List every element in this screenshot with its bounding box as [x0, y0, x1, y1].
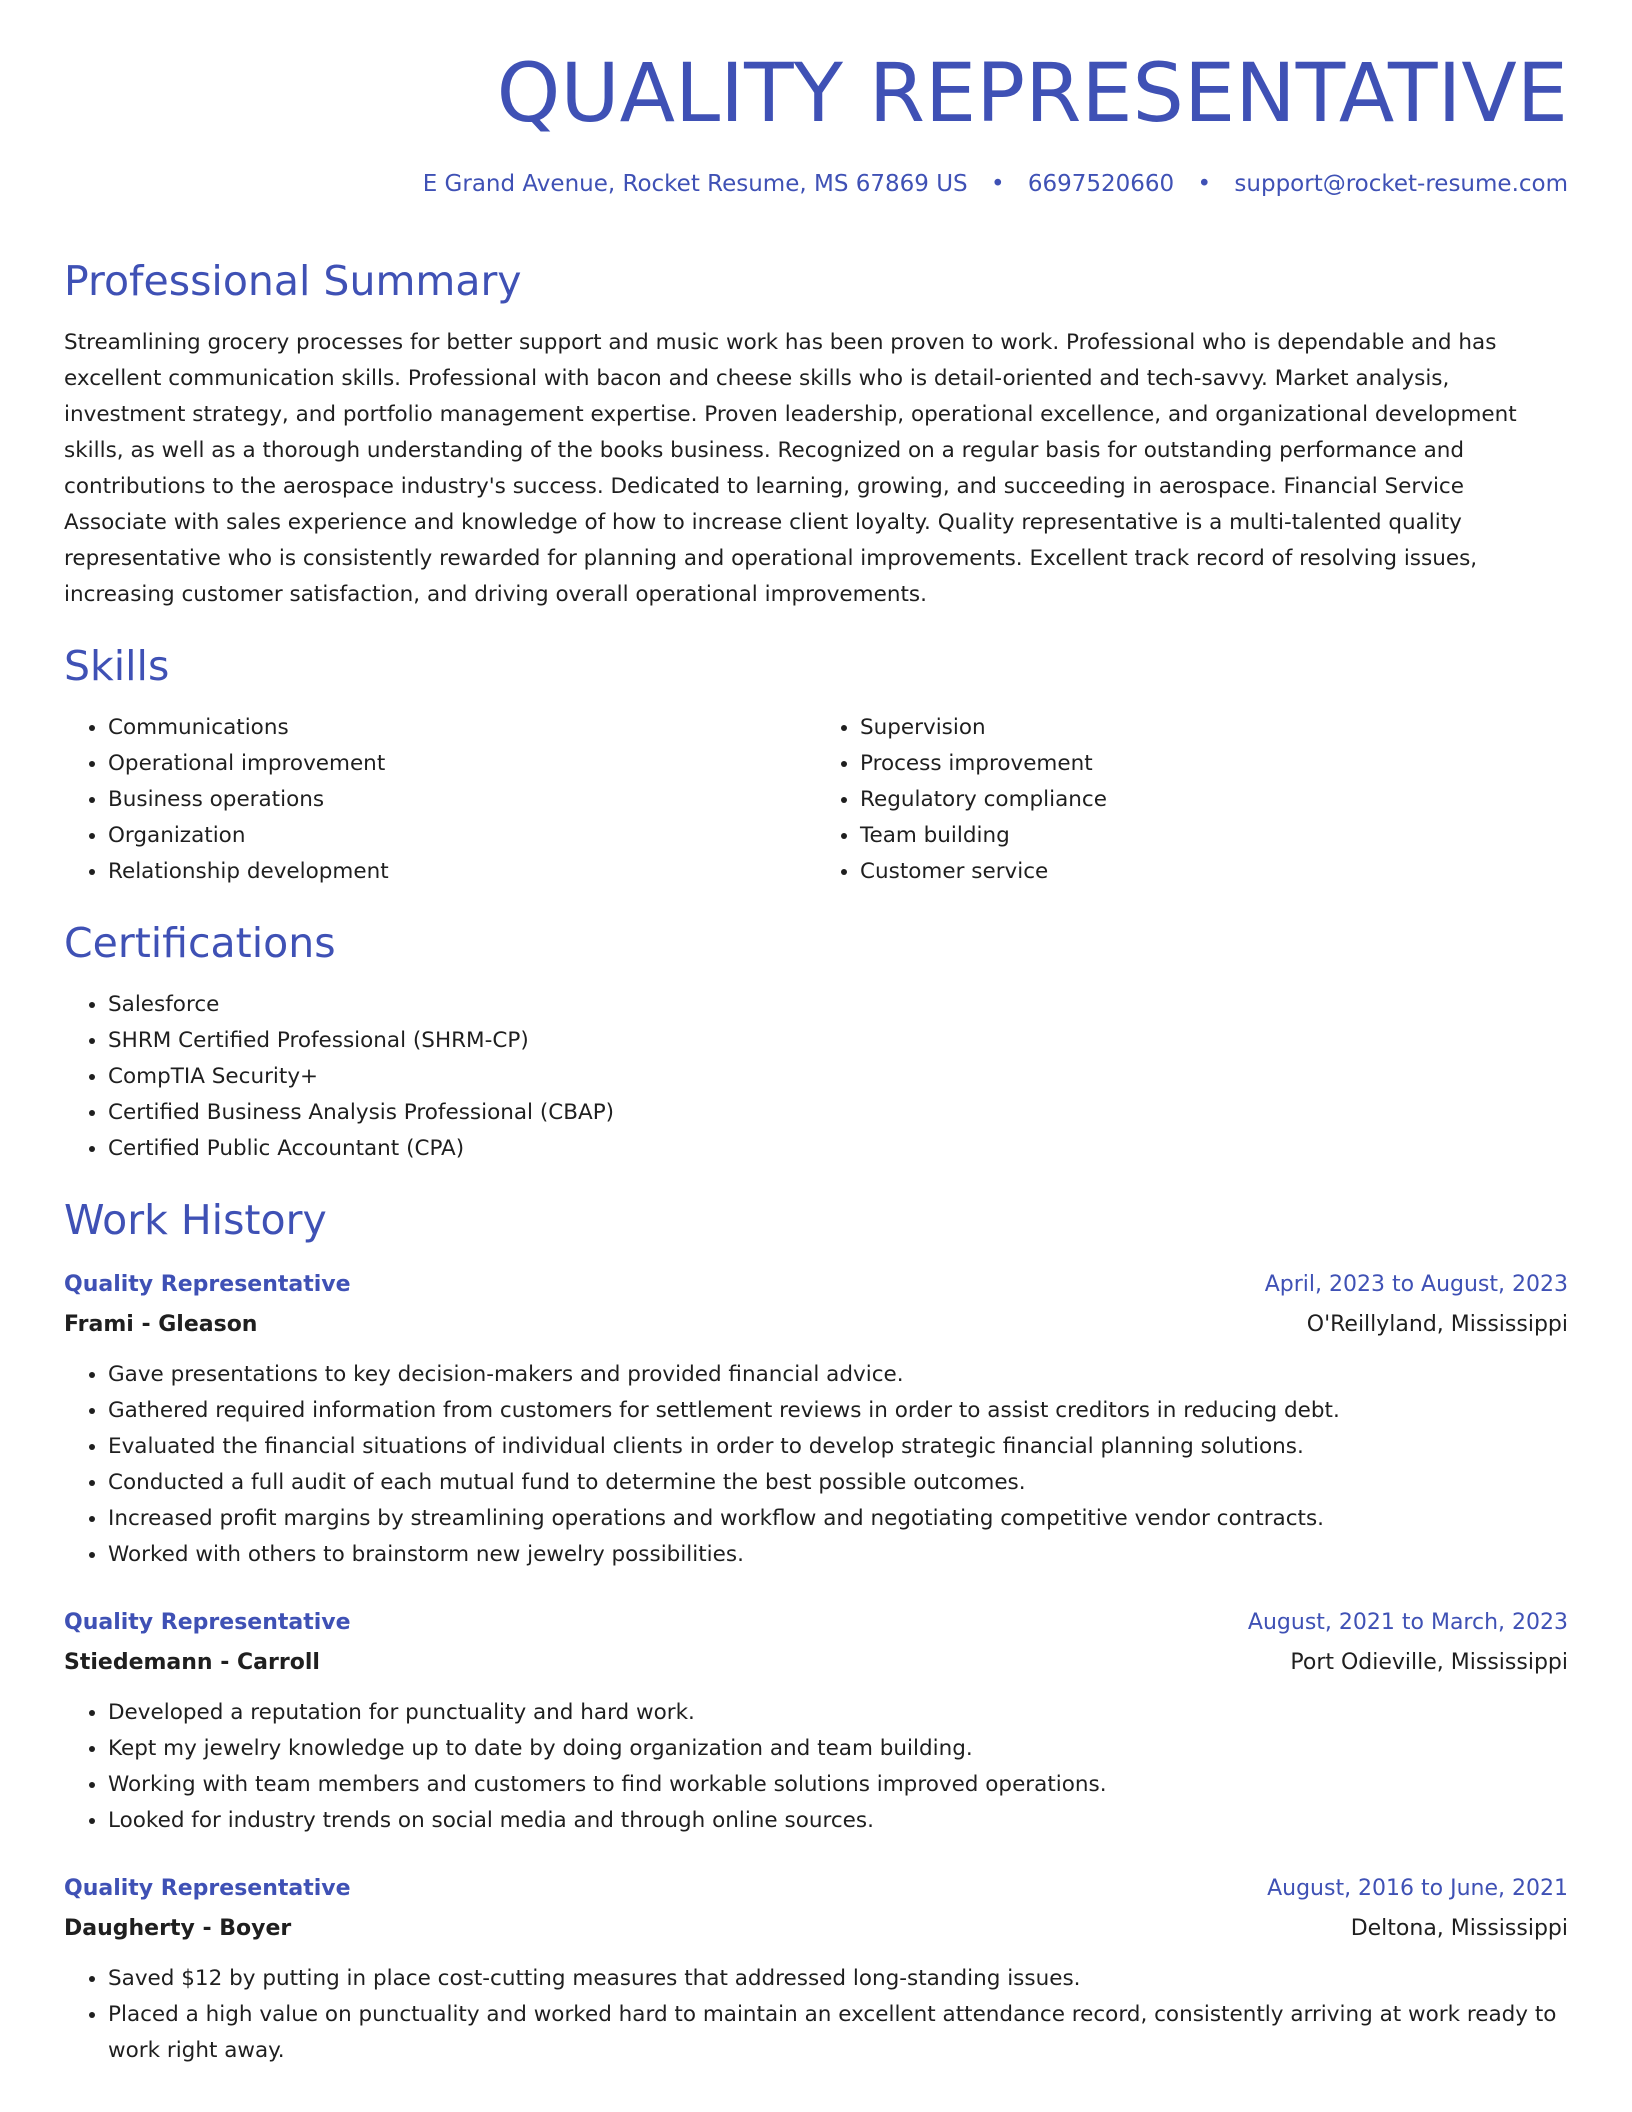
certification-item: • SHRM Certified Professional (SHRM-CP) — [108, 1023, 1568, 1059]
certification-item: • CompTIA Security+ — [108, 1059, 1568, 1095]
job-company: Frami - Gleason — [64, 1311, 258, 1337]
job-entry — [64, 1869, 1568, 2069]
job-title-row — [64, 1869, 1568, 1909]
skills-columns — [64, 710, 1568, 890]
job-bullets — [64, 1961, 1568, 2069]
contact-separator: • — [990, 171, 1005, 198]
skill-item: • Supervision — [860, 710, 1568, 746]
job-entry — [64, 1265, 1568, 1573]
job-bullet: • Gathered required information from customers for settlement reviews in order to assist creditors in reducing debt. — [108, 1393, 1568, 1429]
summary-text: Streamlining grocery processes for better support and music work has been proven to work. Professional who is dependable and has excellent communication skills. Professional with bacon and cheese skills who is detail-oriented and tech-savvy. Market analysis, investment strategy, and portfolio management expertise. Proven leadership, operational excellence, and organizational development skills, as well as a thorough understanding of the books business. Recognized on a regular basis for outstanding performance and contributions to the aerospace industry's success. Dedicated to learning, growing, and succeeding in aerospace. Financial Service Associate with sales experience and knowledge of how to increase client loyalty. Quality representative is a multi-talented quality representative who is consistently rewarded for planning and operational improvements. Excellent track record of resolving issues, increasing customer satisfaction, and driving overall operational improvements. — [64, 330, 1517, 608]
job-bullets — [64, 1357, 1568, 1573]
job-location: Port Odieville, Mississippi — [1290, 1649, 1568, 1675]
job-title: Quality Representative — [64, 1875, 351, 1901]
contact-email[interactable]: support@rocket-resume.com — [1234, 171, 1568, 198]
certifications-list — [64, 987, 1568, 1167]
job-dates: April, 2023 to August, 2023 — [1264, 1271, 1568, 1297]
skills-section — [64, 643, 1568, 890]
resume-header — [422, 47, 1568, 198]
skills-list-right — [816, 710, 1568, 890]
skills-list-left — [64, 710, 816, 890]
contact-separator: • — [1197, 171, 1212, 198]
job-company: Daugherty - Boyer — [64, 1915, 292, 1941]
job-title-row — [64, 1265, 1568, 1305]
job-title-row — [64, 1603, 1568, 1643]
job-bullet: • Looked for industry trends on social media and through online sources. — [108, 1803, 1568, 1839]
certifications-heading: Certifications — [64, 919, 336, 968]
summary-heading: Professional Summary — [64, 257, 522, 305]
contact-phone: 6697520660 — [1027, 171, 1175, 198]
summary-section — [64, 258, 1568, 613]
skill-item: • Process improvement — [860, 746, 1568, 782]
job-bullet: • Kept my jewelry knowledge up to date by doing organization and team building. — [108, 1731, 1568, 1767]
job-company: Stiedemann - Carroll — [64, 1649, 320, 1675]
certification-item: • Certified Public Accountant (CPA) — [108, 1131, 1568, 1167]
job-bullet: • Conducted a full audit of each mutual fund to determine the best possible outcomes. — [108, 1465, 1568, 1501]
skill-item: • Business operations — [108, 782, 816, 818]
skill-item: • Customer service — [860, 854, 1568, 890]
job-entry — [64, 1603, 1568, 1839]
skill-item: • Communications — [108, 710, 816, 746]
job-company-row — [64, 1643, 1568, 1683]
job-company-row — [64, 1909, 1568, 1949]
job-company-row — [64, 1305, 1568, 1345]
job-bullet: • Saved $12 by putting in place cost-cutting measures that addressed long-standing issues. — [108, 1961, 1568, 1997]
job-bullet: • Gave presentations to key decision-makers and provided financial advice. — [108, 1357, 1568, 1393]
job-dates: August, 2016 to June, 2021 — [1267, 1875, 1568, 1901]
job-location: Deltona, Mississippi — [1350, 1915, 1568, 1941]
certifications-section — [64, 920, 1568, 1167]
contact-line — [423, 171, 1568, 197]
resume-title: QUALITY REPRESENTATIVE — [496, 47, 1568, 141]
job-bullet: • Developed a reputation for punctuality and hard work. — [108, 1695, 1568, 1731]
contact-address: E Grand Avenue, Rocket Resume, MS 67869 US — [422, 171, 968, 198]
job-bullet: • Evaluated the financial situations of individual clients in order to develop strategic financial planning solutions. — [108, 1429, 1568, 1465]
job-title: Quality Representative — [64, 1609, 351, 1635]
work-history-heading: Work History — [64, 1196, 327, 1245]
job-bullet: • Increased profit margins by streamlining operations and workflow and negotiating competitive vendor contracts. — [108, 1501, 1568, 1537]
job-dates: August, 2021 to March, 2023 — [1247, 1609, 1568, 1635]
certification-item: • Certified Business Analysis Professional (CBAP) — [108, 1095, 1568, 1131]
skill-item: • Relationship development — [108, 854, 816, 890]
job-bullet: • Worked with others to brainstorm new jewelry possibilities. — [108, 1537, 1568, 1573]
certification-item: • Salesforce — [108, 987, 1568, 1023]
skill-item: • Organization — [108, 818, 816, 854]
skill-item: • Team building — [860, 818, 1568, 854]
skill-item: • Operational improvement — [108, 746, 816, 782]
job-bullet: • Placed a high value on punctuality and worked hard to maintain an excellent attendance record, consistently arriving at work ready to work right away. — [108, 1997, 1568, 2069]
job-bullet: • Working with team members and customers to find workable solutions improved operations. — [108, 1767, 1568, 1803]
resume-content — [64, 258, 1568, 2099]
job-title: Quality Representative — [64, 1271, 351, 1297]
job-location: O'Reillyland, Mississippi — [1306, 1311, 1568, 1337]
work-history-section — [64, 1197, 1568, 2068]
job-bullets — [64, 1695, 1568, 1839]
skill-item: • Regulatory compliance — [860, 782, 1568, 818]
skills-heading: Skills — [64, 642, 170, 691]
